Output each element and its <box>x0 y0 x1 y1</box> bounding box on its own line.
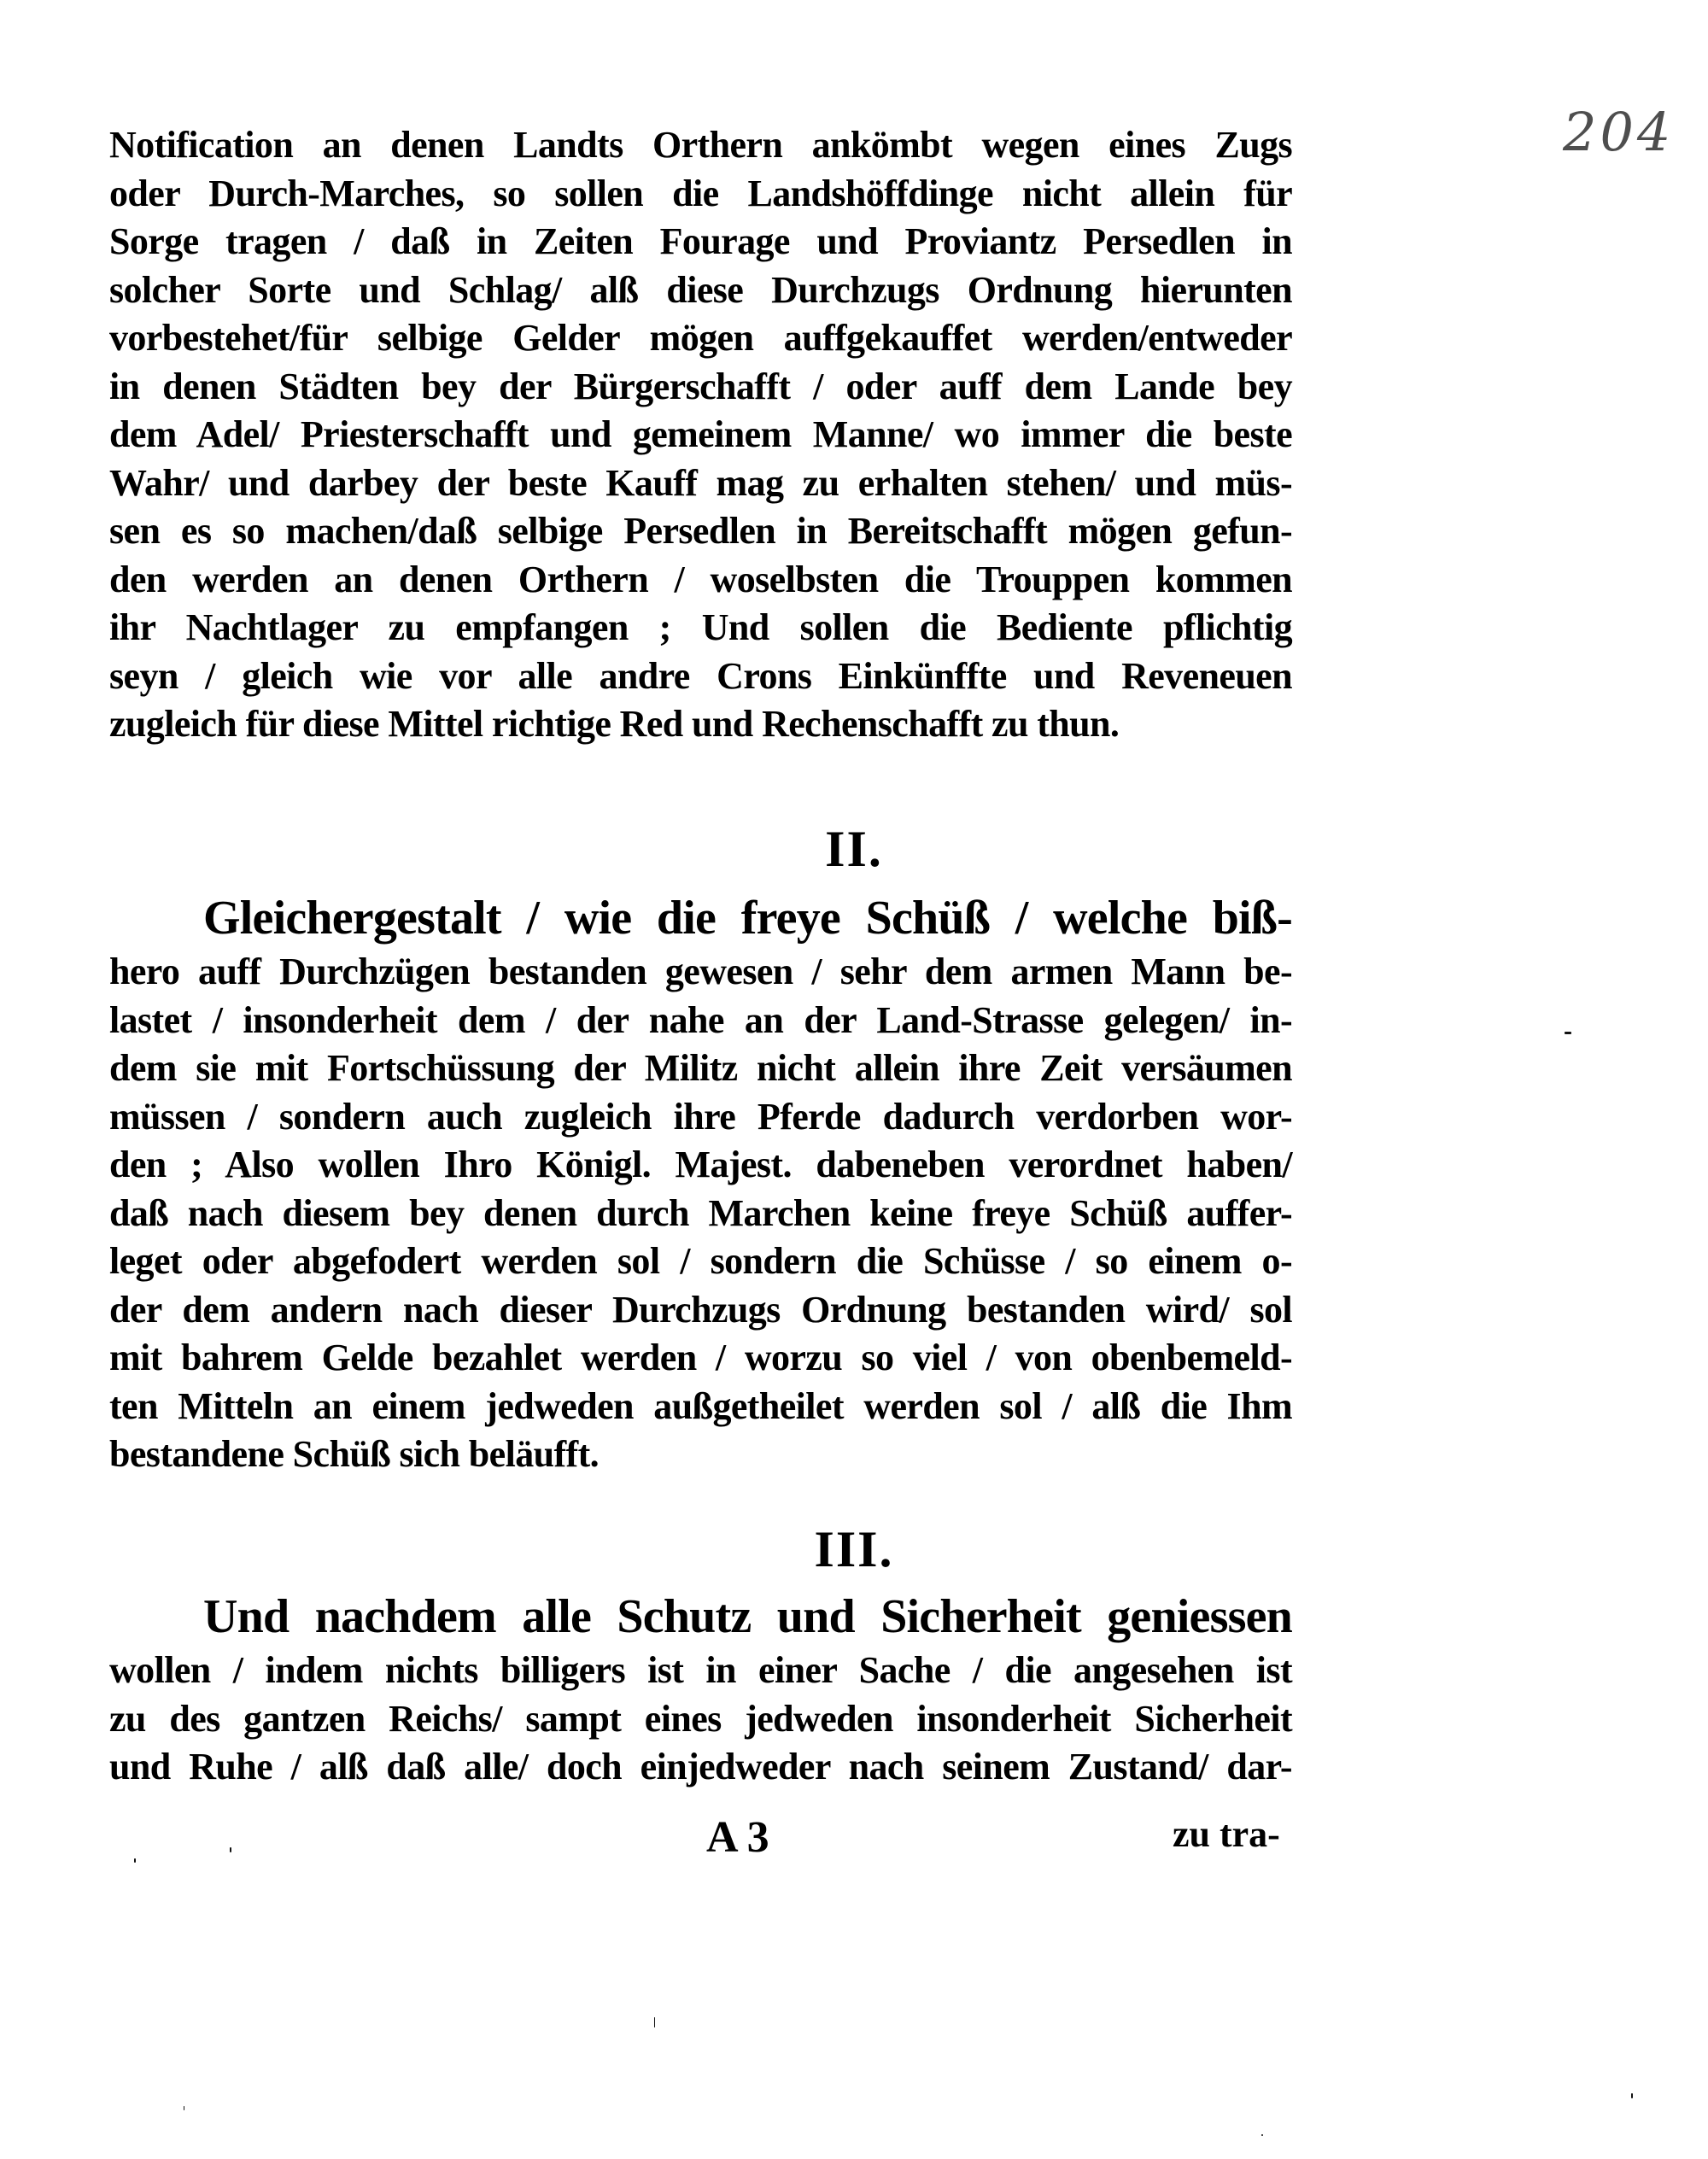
scan-speck <box>230 1847 231 1852</box>
text-line: zu des gantzen Reichs/ sampt eines jedweden insonderheit Sicherheit <box>109 1697 1292 1740</box>
section-2-lead-line: Gleichergestalt / wie die freye Schüß / welche biß- <box>203 892 1292 945</box>
text-line: leget oder abgefodert werden sol / sondern die Schüsse / so einem o- <box>109 1240 1292 1282</box>
text-line: ihr Nachtlager zu empfangen ; Und sollen die Bediente pflichtig <box>109 606 1292 648</box>
scan-speck <box>1261 2134 1263 2136</box>
text-line: den ; Also wollen Ihro Königl. Majest. dabeneben verordnet haben/ <box>109 1144 1292 1185</box>
text-line: Sorge tragen / daß in Zeiten Fourage und Proviantz Persedlen in <box>109 220 1292 262</box>
text-line: sen es so machen/daß selbige Persedlen in Bereitschafft mögen gefun- <box>109 510 1292 552</box>
text-line: mit bahrem Gelde bezahlet werden / worzu so viel / von obenbemeld- <box>109 1337 1292 1378</box>
text-line: Notification an denen Landts Orthern ankömbt wegen eines Zugs <box>109 124 1292 166</box>
scan-speck <box>654 2017 655 2027</box>
text-line: bestandene Schüß sich beläufft. <box>109 1433 600 1475</box>
text-line: und Ruhe / alß daß alle/ doch einjedweder nach seinem Zustand/ dar- <box>109 1746 1292 1787</box>
section-3-body <box>109 1587 1292 1792</box>
section-2-numeral: II. <box>825 821 883 877</box>
text-line: seyn / gleich wie vor alle andre Crons Einkünffte und Reveneuen <box>109 654 1292 697</box>
text-line: müssen / sondern auch zugleich ihre Pferde dadurch verdorben wor- <box>109 1095 1292 1138</box>
section-1-continuation <box>109 121 1292 749</box>
text-line: oder Durch-Marches, so sollen die Landshöffdinge nicht allein für <box>109 172 1292 214</box>
scan-speck <box>1565 1032 1571 1034</box>
text-line: der dem andern nach dieser Durchzugs Ordnung bestanden wird/ sol <box>109 1288 1292 1331</box>
text-line: dem Adel/ Priesterschafft und gemeinem Manne/ wo immer die beste <box>109 413 1292 455</box>
text-line: wollen / indem nichts billigers ist in einer Sache / die angesehen ist <box>109 1649 1292 1691</box>
text-line: zugleich für diese Mittel richtige Red und Rechenschafft zu thun. <box>109 703 1120 745</box>
catchword: zu tra- <box>1173 1813 1280 1855</box>
text-line: lastet / insonderheit dem / der nahe an der Land-Strasse gelegen/ in- <box>109 998 1292 1041</box>
signature-mark: A 3 <box>706 1813 769 1862</box>
text-line: ten Mitteln an einem jedweden außgetheilet werden sol / alß die Ihm <box>109 1384 1292 1427</box>
scan-speck <box>134 1858 136 1863</box>
text-line: den werden an denen Orthern / woselbsten die Trouppen kommen <box>109 558 1292 600</box>
text-line: hero auff Durchzügen bestanden gewesen / sehr dem armen Mann be- <box>109 951 1292 992</box>
text-line: Wahr/ und darbey der beste Kauff mag zu erhalten stehen/ und müs- <box>109 461 1292 504</box>
handwritten-folio-number: 204 <box>1563 101 1675 163</box>
text-line: dem sie mit Fortschüssung der Militz nicht allein ihre Zeit versäumen <box>109 1047 1292 1089</box>
text-line: in denen Städten bey der Bürgerschafft / oder auff dem Lande bey <box>109 365 1292 407</box>
section-2-body <box>109 888 1292 1479</box>
text-line: solcher Sorte und Schlag/ alß diese Durchzugs Ordnung hierunten <box>109 268 1292 311</box>
scan-speck <box>1631 2093 1633 2098</box>
section-3-lead-line: Und nachdem alle Schutz und Sicherheit geniessen <box>203 1590 1292 1643</box>
text-line: vorbestehet/für selbige Gelder mögen auffgekauffet werden/entweder <box>109 317 1292 359</box>
text-line: daß nach diesem bey denen durch Marchen keine freye Schüß auffer- <box>109 1191 1292 1234</box>
section-3-numeral: III. <box>814 1521 894 1577</box>
